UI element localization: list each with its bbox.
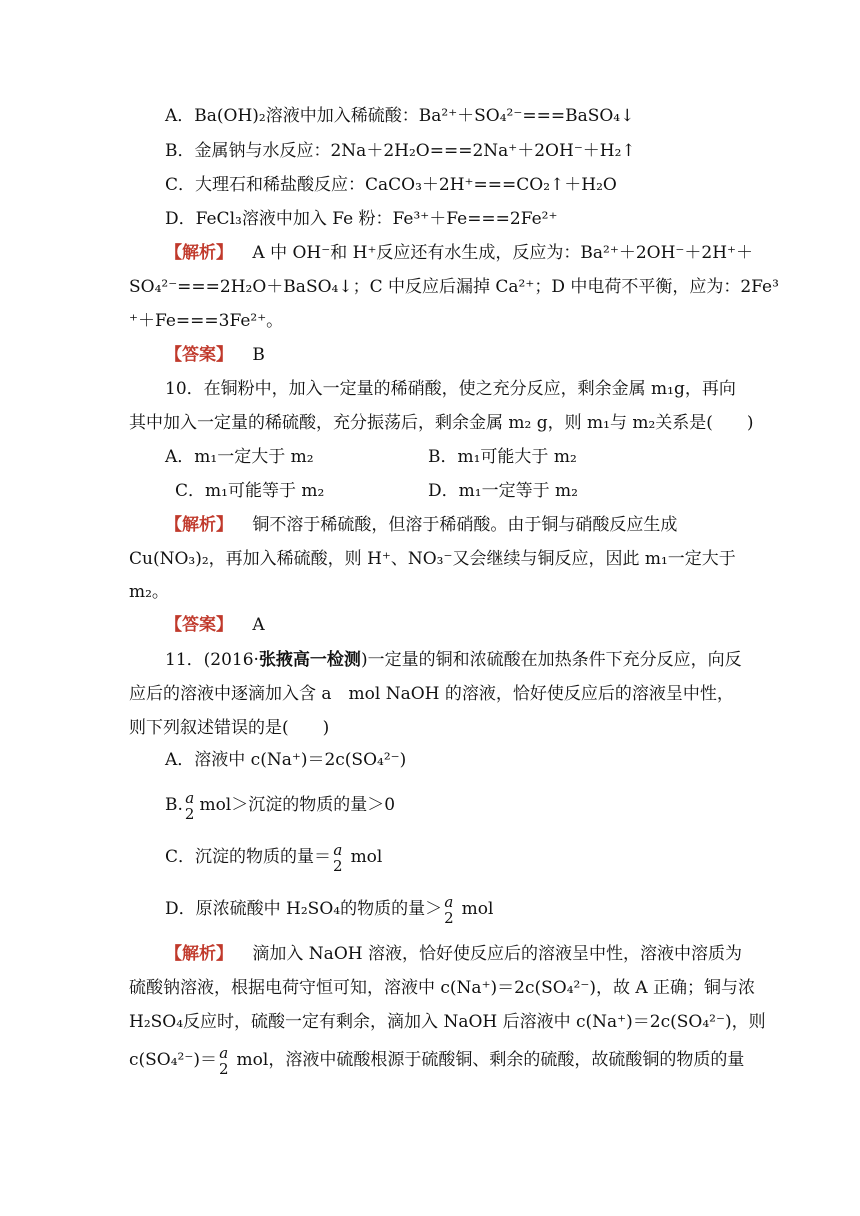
q11-option-b-prefix: B. xyxy=(165,795,183,815)
q10-analysis-text-1: 铜不溶于稀硫酸，但溶于稀硝酸。由于铜与硝酸反应生成 xyxy=(252,515,678,535)
q11-option-b xyxy=(165,785,395,825)
q10-option-a: A．m₁一定大于 m₂ xyxy=(165,447,314,467)
q11-analysis-line-4 xyxy=(129,1040,744,1080)
analysis-label: 【解析】 xyxy=(165,515,233,535)
q11-option-d-text: D．原浓硫酸中 H₂SO₄的物质的量＞ xyxy=(165,899,443,919)
q10-analysis-line-2: Cu(NO₃)₂，再加入稀硫酸，则 H⁺、NO₃⁻又会继续与铜反应，因此 m₁一定大于 xyxy=(129,549,736,569)
fraction-numerator: a xyxy=(185,788,195,807)
fraction-a-over-2 xyxy=(219,1045,229,1077)
q11-stem-prefix: 11．(2016· xyxy=(165,650,259,670)
q10-stem-line-1: 10．在铜粉中，加入一定量的稀硝酸，使之充分反应，剩余金属 m₁g，再向 xyxy=(165,379,736,399)
q11-stem-line-3: 则下列叙述错误的是( ) xyxy=(129,718,330,738)
q11-option-c-text: C．沉淀的物质的量＝ xyxy=(165,847,332,867)
q9-option-d: D．FeCl₃溶液中加入 Fe 粉：Fe³⁺＋Fe===2Fe²⁺ xyxy=(165,209,558,229)
fraction-a-over-2 xyxy=(444,894,454,926)
q9-option-a: A．Ba(OH)₂溶液中加入稀硫酸：Ba²⁺＋SO₄²⁻===BaSO₄↓ xyxy=(165,106,635,126)
analysis-label: 【解析】 xyxy=(165,243,233,263)
q10-answer-value: A xyxy=(252,615,265,635)
q11-analysis-line-4-prefix: c(SO₄²⁻)＝ xyxy=(129,1050,217,1070)
q9-analysis-line-1 xyxy=(165,241,753,265)
fraction-numerator: a xyxy=(219,1043,229,1062)
q11-stem-line-1 xyxy=(165,648,742,672)
q11-analysis-line-3: H₂SO₄反应时，硫酸一定有剩余，滴加入 NaOH 后溶液中 c(Na⁺)＝2c(SO₄²⁻)，则 xyxy=(129,1012,766,1032)
q11-stem-source: 张掖高一检测 xyxy=(258,650,361,670)
q10-analysis-line-1 xyxy=(165,513,677,537)
q11-option-d xyxy=(165,889,493,929)
q11-option-d-unit: mol xyxy=(461,899,494,919)
q9-analysis-line-3: ⁺＋Fe===3Fe²⁺。 xyxy=(129,311,284,331)
q10-stem-line-2: 其中加入一定量的稀硫酸，充分振荡后，剩余金属 m₂ g，则 m₁与 m₂关系是( ) xyxy=(129,413,754,433)
q11-option-c xyxy=(165,837,382,877)
q10-option-d: D．m₁一定等于 m₂ xyxy=(428,481,578,501)
q9-answer-value: B xyxy=(252,345,265,365)
q11-option-c-unit: mol xyxy=(350,847,383,867)
fraction-numerator: a xyxy=(444,892,454,911)
q11-stem-line-2: 应后的溶液中逐滴加入含 a mol NaOH 的溶液，恰好使反应后的溶液呈中性， xyxy=(129,684,734,704)
q9-answer-line xyxy=(165,343,265,367)
q11-analysis-text-1: 滴加入 NaOH 溶液，恰好使反应后的溶液呈中性，溶液中溶质为 xyxy=(252,944,742,964)
q9-option-c: C．大理石和稀盐酸反应：CaCO₃＋2H⁺===CO₂↑＋H₂O xyxy=(165,175,617,195)
q11-stem-suffix: )一定量的铜和浓硫酸在加热条件下充分反应，向反 xyxy=(360,650,742,670)
q11-analysis-line-4-text: mol，溶液中硫酸根源于硫酸铜、剩余的硫酸，故硫酸铜的物质的量 xyxy=(236,1050,745,1070)
q10-option-b: B．m₁可能大于 m₂ xyxy=(428,447,577,467)
fraction-a-over-2 xyxy=(185,790,195,822)
q11-analysis-line-1 xyxy=(165,942,742,966)
fraction-numerator: a xyxy=(333,840,343,859)
answer-label: 【答案】 xyxy=(165,615,233,635)
q9-option-b: B．金属钠与水反应：2Na＋2H₂O===2Na⁺＋2OH⁻＋H₂↑ xyxy=(165,141,636,161)
fraction-denominator: 2 xyxy=(333,856,343,875)
q9-analysis-text-1: A 中 OH⁻和 H⁺反应还有水生成，反应为：Ba²⁺＋2OH⁻＋2H⁺＋ xyxy=(252,243,754,263)
q9-analysis-line-2: SO₄²⁻===2H₂O＋BaSO₄↓；C 中反应后漏掉 Ca²⁺；D 中电荷不平衡，应为：2Fe³ xyxy=(129,277,779,297)
fraction-denominator: 2 xyxy=(444,908,454,927)
q10-analysis-line-3: m₂。 xyxy=(129,582,169,602)
q11-option-a: A．溶液中 c(Na⁺)＝2c(SO₄²⁻) xyxy=(165,750,407,770)
q10-answer-line xyxy=(165,613,265,637)
answer-label: 【答案】 xyxy=(165,345,233,365)
q11-analysis-line-2: 硫酸钠溶液，根据电荷守恒可知，溶液中 c(Na⁺)＝2c(SO₄²⁻)，故 A 正确；铜与浓 xyxy=(129,978,756,998)
analysis-label: 【解析】 xyxy=(165,944,233,964)
q11-option-b-text: mol＞沉淀的物质的量＞0 xyxy=(199,795,396,815)
fraction-denominator: 2 xyxy=(184,804,195,823)
fraction-denominator: 2 xyxy=(218,1059,229,1078)
q10-option-c: C．m₁可能等于 m₂ xyxy=(175,481,325,501)
fraction-a-over-2 xyxy=(333,842,343,874)
